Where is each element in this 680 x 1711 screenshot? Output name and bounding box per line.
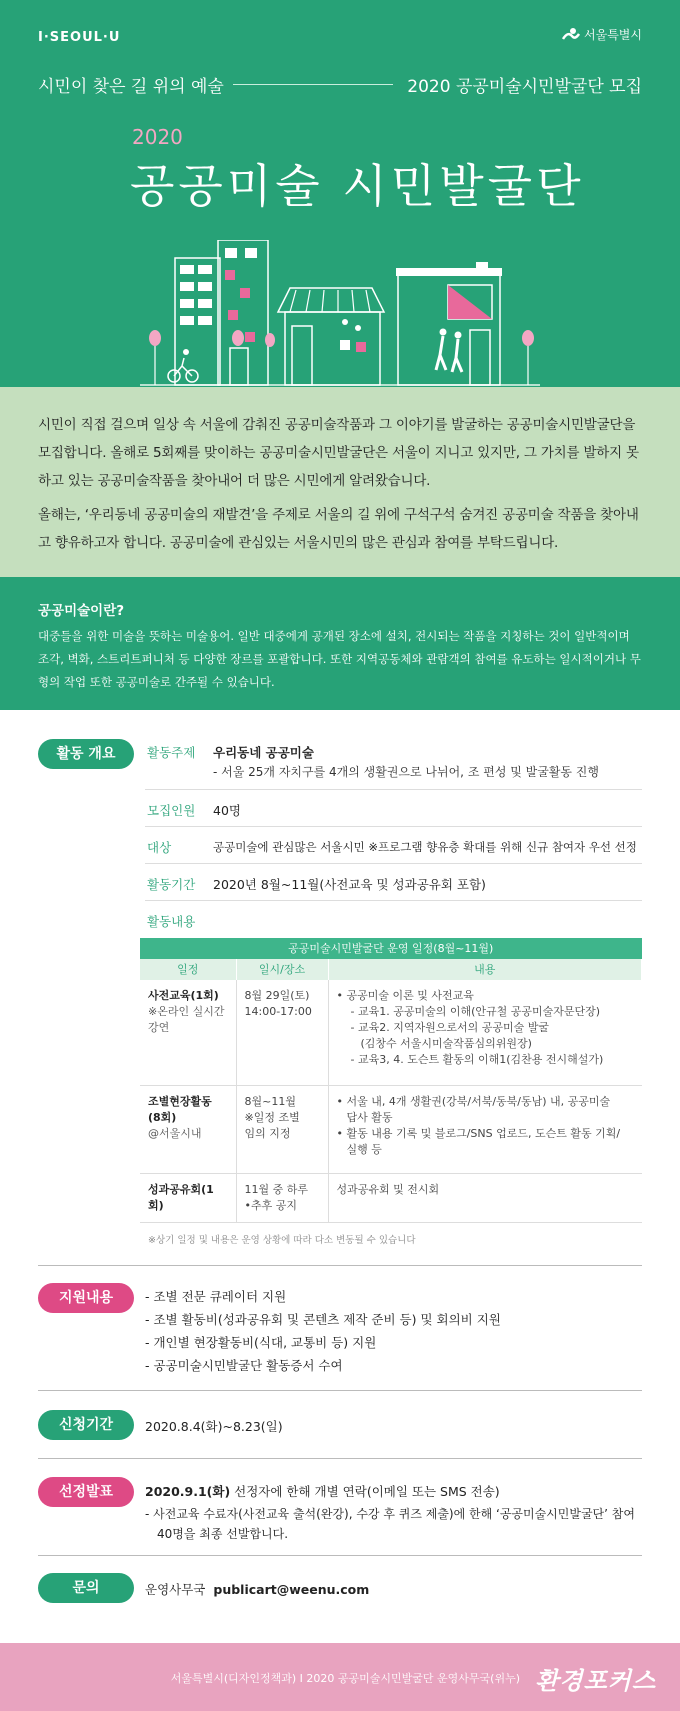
- schedule-name-note: ※온라인 실시간 강연: [148, 1005, 225, 1034]
- contact-line: [145, 1580, 369, 1598]
- apply-pill: 신청기간: [38, 1410, 134, 1440]
- schedule-when: 8월~11월 ※일정 조별 임의 지정: [236, 1085, 328, 1173]
- definition-section: [0, 577, 680, 710]
- contact-pill: 문의: [38, 1573, 134, 1603]
- list-item: - 조별 활동비(성과공유회 및 콘텐츠 제작 준비 등) 및 회의비 지원: [145, 1312, 501, 1327]
- schedule-note: ※상기 일정 및 내용은 운영 상황에 따라 다소 변동될 수 있습니다: [148, 1235, 416, 1246]
- schedule-header: 일정: [140, 959, 236, 980]
- schedule-item: • 공공미술 이론 및 사전교육: [336, 989, 474, 1002]
- contact-email[interactable]: publicart@weenu.com: [213, 1582, 370, 1597]
- schedule-header: 내용: [328, 959, 642, 980]
- list-item: - 공공미술시민발굴단 활동증서 수여: [145, 1358, 343, 1373]
- schedule-name-cell: [140, 1173, 236, 1222]
- definition-body: 대중들을 위한 미술을 뜻하는 미술용어. 일반 대중에게 공개된 장소에 설치, 전시되는 작품을 지칭하는 것이 일반적이며 조각, 벽화, 스트리트퍼니처 등 다양한 장르를 포괄합니다. 또한 지역공동체와 관람객의 참여를 유도하는 일시적이거나 무형의 작업 또한 공공미술로 간주될 수 있습니다.: [38, 629, 641, 689]
- recruit-value: 40명: [213, 803, 241, 818]
- section-divider: [38, 1390, 642, 1391]
- schedule-header-row: [140, 959, 642, 980]
- schedule-caption: 공공미술시민발굴단 운영 일정(8월~11월): [140, 938, 642, 959]
- overview-theme-row: [145, 738, 642, 790]
- schedule-table: [140, 938, 642, 1223]
- schedule-item: • 활동 내용 기록 및 블로그/SNS 업로드, 도슨트 활동 기획/ 실행 등: [336, 1126, 621, 1156]
- recruit-label: 모집인원: [147, 803, 196, 818]
- schedule-when: 8월 29일(토) 14:00-17:00: [236, 980, 328, 1085]
- iseoulu-logo: I·SEOUL·U: [38, 30, 121, 45]
- definition-title: 공공미술이란?: [38, 603, 125, 619]
- schedule-item: - 교육2. 지역자원으로서의 공공미술 발굴 (김창수 서울시미술작품심의위원장): [350, 1021, 549, 1050]
- section-divider: [38, 1265, 642, 1266]
- schedule-items: [328, 1173, 642, 1222]
- hero-banner: [0, 0, 680, 387]
- schedule-item: - 교육1. 공공미술의 이해(안규철 공공미술자문단장): [350, 1005, 601, 1018]
- schedule-item: 성과공유회 및 전시회: [336, 1182, 440, 1196]
- schedule-name: 성과공유회(1회): [148, 1182, 214, 1212]
- announce-desc: 선정자에 한해 개별 연락(이메일 또는 SMS 전송): [230, 1484, 500, 1499]
- period-label: 활동기간: [147, 877, 196, 892]
- schedule-name-cell: [140, 980, 236, 1085]
- announce-line: [145, 1482, 500, 1500]
- intro-paragraph: 올해는, ‘우리동네 공공미술의 재발견’을 주제로 서울의 길 위에 구석구석 숨겨진 공공미술 작품을 찾아내고 향유하고자 합니다. 공공미술에 관심있는 서울시민의 많은 관심과 참여를 부탁드립니다.: [38, 507, 639, 551]
- list-item: - 조별 전문 큐레이터 지원: [145, 1289, 287, 1304]
- schedule-name: 조별현장활동 (8회): [148, 1094, 212, 1124]
- theme-sub: - 서울 25개 자치구를 4개의 생활권으로 나뉘어, 조 편성 및 발굴활동 진행: [213, 765, 599, 779]
- watermark: 환경포커스: [535, 1667, 656, 1695]
- schedule-item: - 교육3, 4. 도슨트 활동의 이해1(김찬용 전시해설가): [350, 1053, 604, 1066]
- schedule-when: 11월 중 하루 •추후 공지: [236, 1173, 328, 1222]
- intro-paragraph: 시민이 직접 걸으며 일상 속 서울에 감춰진 공공미술작품과 그 이야기를 발굴하는 공공미술시민발굴단을 모집합니다. 올해로 5회째를 맞이하는 공공미술시민발굴단은 서울이 지니고 있지만, 그 가치를 발하지 못하고 있는 공공미술작품을 찾아내어 더 많은 시민에게 알려왔습니다.: [38, 417, 639, 489]
- schedule-items: [328, 980, 642, 1085]
- theme-label: 활동주제: [147, 745, 196, 760]
- tagline-divider: [233, 84, 393, 85]
- support-pill: 지원내용: [38, 1283, 134, 1313]
- section-divider: [38, 1555, 642, 1556]
- period-value: 2020년 8월~11월(사전교육 및 성과공유회 포함): [213, 877, 486, 892]
- intro-section: [0, 387, 680, 577]
- footer: [0, 1643, 680, 1711]
- theme-value: 우리동네 공공미술: [213, 745, 314, 760]
- announce-detail-cont: 40명을 최종 선발합니다.: [157, 1527, 289, 1541]
- schedule-header: 일시/장소: [236, 959, 328, 980]
- contact-label: 운영사무국: [145, 1582, 206, 1597]
- target-label: 대상: [147, 840, 172, 855]
- overview-pill: 활동 개요: [38, 739, 134, 769]
- overview-target-row: [145, 827, 642, 864]
- seoul-symbol-icon: [562, 27, 580, 43]
- overview-period-row: [145, 864, 642, 901]
- town-illustration: [0, 240, 680, 387]
- page-title: 공공미술 시민발굴단: [130, 159, 585, 213]
- schedule-name: 사전교육(1회): [148, 989, 219, 1002]
- announce-detail: - 사전교육 수료자(사전교육 출석(완강), 수강 후 퀴즈 제출)에 한해 ‘공공미술시민발굴단’ 참여: [145, 1507, 635, 1521]
- seoul-city-logo: 서울특별시: [562, 26, 642, 43]
- table-row: [140, 1173, 642, 1222]
- schedule-items: [328, 1085, 642, 1173]
- tagline-right: 2020 공공미술시민발굴단 모집: [407, 77, 642, 97]
- schedule-item: • 서울 내, 4개 생활권(강북/서북/동북/동남) 내, 공공미술 답사 활동: [336, 1094, 611, 1124]
- overview-content-row: [145, 901, 642, 935]
- support-list: [145, 1285, 501, 1377]
- target-value: 공공미술에 관심많은 서울시민 ※프로그램 향유층 확대를 위해 신규 참여자 우선 선정: [213, 840, 637, 854]
- title-year: 2020: [132, 125, 183, 149]
- section-divider: [38, 1458, 642, 1459]
- overview-recruit-row: [145, 790, 642, 827]
- apply-period: 2020.8.4(화)~8.23(일): [145, 1419, 283, 1434]
- list-item: - 개인별 현장활동비(식대, 교통비 등) 지원: [145, 1335, 377, 1350]
- table-row: [140, 1085, 642, 1173]
- tagline-left: 시민이 찾은 길 위의 예술: [38, 77, 224, 97]
- content-label: 활동내용: [147, 914, 196, 929]
- footer-credits: 서울특별시(디자인정책과) I 2020 공공미술시민발굴단 운영사무국(위누): [170, 1672, 520, 1685]
- schedule-name-note: @서울시내: [148, 1126, 202, 1140]
- table-row: [140, 980, 642, 1085]
- schedule-name-cell: [140, 1085, 236, 1173]
- announce-pill: 선정발표: [38, 1477, 134, 1507]
- announce-date: 2020.9.1(화): [145, 1484, 231, 1499]
